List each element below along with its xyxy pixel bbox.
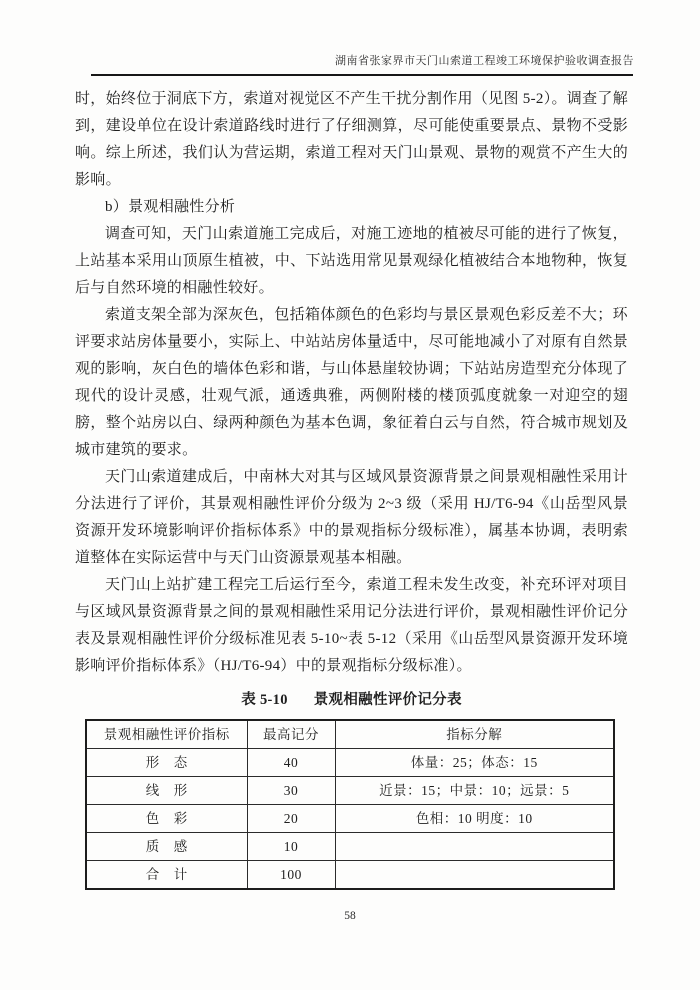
paragraph-scoring-evaluation: 天门山索道建成后，中南林大对其与区域风景资源背景之间景观相融性采用计分法进行了评价，其景观相融性评价分级为 2~3 级（采用 HJ/T6-94《山岳型风景资源开发环境影响评价指标体系》中的景观指标分级标准），属基本协调，表明索道整体在实际运营中与天门山资源景观基本相融。: [75, 469, 628, 566]
paragraph-visual-impact-conclusion: 时，始终位于洞底下方，索道对视觉区不产生干扰分割作用（见图 5-2）。调查了解到，建设单位在设计索道路线时进行了仔细测算，尽可能使重要景点、景物不受影响。综上所述，我们认为营运期，索道工程对天门山景观、景物的观赏不产生大的影响。: [75, 91, 628, 188]
section-heading-landscape-compatibility: b）景观相融性分析: [105, 199, 236, 215]
table-row: [86, 749, 614, 777]
cell-breakdown: [335, 861, 614, 890]
cell-breakdown: 近景：15；中景：10；远景：5: [335, 777, 614, 805]
table-row: [86, 833, 614, 861]
cell-max-score: 100: [247, 861, 335, 890]
table-row: [86, 805, 614, 833]
table-header-row: [86, 720, 614, 749]
cell-max-score: 20: [247, 805, 335, 833]
page-number: 58: [344, 910, 356, 922]
cell-breakdown: [335, 833, 614, 861]
cell-breakdown: 体量：25；体态：15: [335, 749, 614, 777]
table-row: [86, 777, 614, 805]
cell-indicator: 线 形: [86, 777, 247, 805]
cell-breakdown: 色相：10 明度：10: [335, 805, 614, 833]
column-header-indicator: 景观相融性评价指标: [86, 720, 247, 749]
cell-max-score: 10: [247, 833, 335, 861]
table-row: [86, 861, 614, 890]
cell-max-score: 30: [247, 777, 335, 805]
cell-indicator: 色 彩: [86, 805, 247, 833]
table-caption-title: 景观相融性评价记分表: [313, 692, 462, 708]
cell-indicator: 质 感: [86, 833, 247, 861]
cell-indicator: 形 态: [86, 749, 247, 777]
landscape-score-table: [85, 719, 615, 890]
cell-indicator: 合 计: [86, 861, 247, 890]
document-body: [75, 86, 628, 890]
running-header: 湖南省张家界市天门山索道工程竣工环境保护验收调查报告: [335, 55, 634, 67]
header-rule-divider: [91, 74, 633, 76]
paragraph-supplementary-evaluation: 天门山上站扩建工程完工后运行至今，索道工程未发生改变，补充环评对项目与区域风景资源背景之间的景观相融性采用记分法进行评价，景观相融性评价记分表及景观相融性评价分级标准见表 5-10~表 5-12（采用《山岳型风景资源开发环境影响评价指标体系》（HJ/T6-94）中的景观指标分级标准）。: [75, 577, 628, 674]
cell-max-score: 40: [247, 749, 335, 777]
column-header-breakdown: 指标分解: [335, 720, 614, 749]
column-header-max-score: 最高记分: [247, 720, 335, 749]
table-caption-label: 表 5-10: [241, 692, 288, 708]
table-caption: [75, 687, 628, 713]
paragraph-station-color-design: 索道支架全部为深灰色，包括箱体颜色的色彩均与景区景观色彩反差不大；环评要求站房体量要小，实际上、中站站房体量适中，尽可能地减小了对原有自然景观的影响，灰白色的墙体色彩和谐，与山体悬崖较协调；下站站房造型充分体现了现代的设计灵感，壮观气派，通透典雅，两侧附楼的楼顶弧度就象一对迎空的翅膀，整个站房以白、绿两种颜色为基本色调，象征着白云与自然，符合城市规划及城市建筑的要求。: [75, 307, 628, 458]
paragraph-vegetation-restoration: 调查可知，天门山索道施工完成后，对施工迹地的植被尽可能的进行了恢复，上站基本采用山顶原生植被，中、下站选用常见景观绿化植被结合本地物种，恢复后与自然环境的相融性较好。: [75, 226, 628, 296]
